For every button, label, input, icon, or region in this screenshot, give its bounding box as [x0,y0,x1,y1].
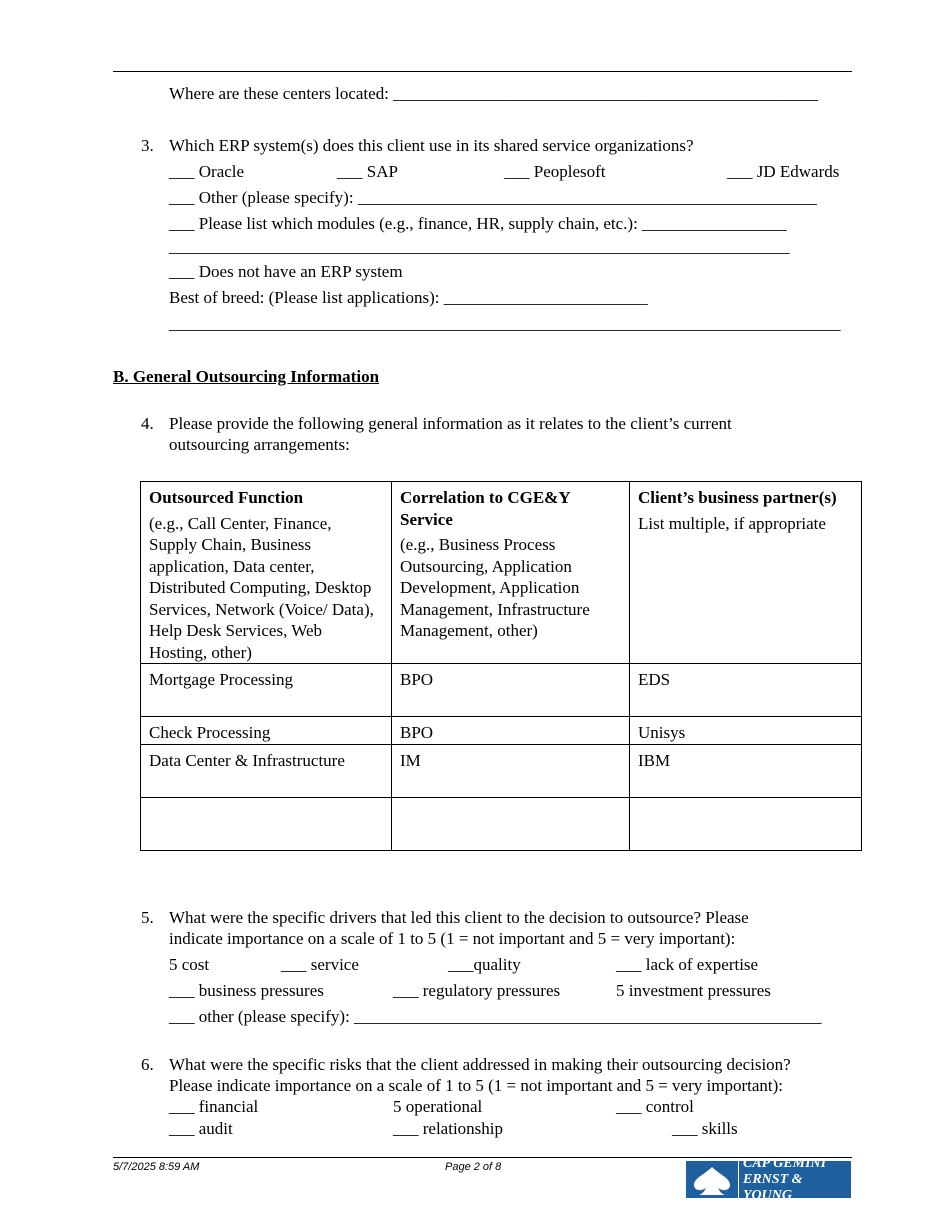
footer-rule [113,1157,852,1158]
driver-quality[interactable]: ___quality [448,955,521,974]
driver-regulatory-pressures[interactable]: ___ regulatory pressures [393,981,561,1000]
erp-option-oracle[interactable]: ___ Oracle [169,162,245,181]
question-6-text-line1: What were the specific risks that the client addressed in making their outsourcing decision? [169,1055,791,1074]
driver-cost[interactable]: 5 cost [169,955,210,974]
centers-location-line: Where are these centers located: __________________________________________________ [169,84,819,103]
table-header-cell [141,482,392,664]
spade-icon [686,1161,738,1198]
question-5-text-line2: indicate importance on a scale of 1 to 5 (1 = not important and 5 = very important): [169,929,736,948]
header-sub-correlation: (e.g., Business Process Outsourcing, Application Development, Application Management, Infrastructure Management, other) [400,535,590,640]
risk-control[interactable]: ___ control [616,1097,694,1116]
table-row [141,744,862,797]
table-cell[interactable]: BPO [392,717,630,745]
erp-modules-field[interactable]: ___ Please list which modules (e.g., finance, HR, supply chain, etc.): _________________ [169,214,787,233]
table-cell[interactable]: Unisys [630,717,862,745]
table-cell[interactable]: EDS [630,664,862,717]
table-cell[interactable]: Check Processing [141,717,392,745]
driver-service[interactable]: ___ service [281,955,359,974]
table-cell[interactable]: BPO [392,664,630,717]
driver-other-field[interactable]: ___ other (please specify): _______________________________________________________ [169,1007,822,1026]
best-of-breed-field[interactable]: Best of breed: (Please list applications): ________________________ [169,288,648,307]
risk-audit[interactable]: ___ audit [169,1119,233,1138]
table-header-cell [630,482,862,664]
question-6-text-line2: Please indicate importance on a scale of 1 to 5 (1 = not important and 5 = very important): [169,1076,784,1095]
cap-gemini-ernst-young-logo [686,1155,851,1203]
footer-date: 5/7/2025 8:59 AM [113,1161,200,1173]
question-3-text: Which ERP system(s) does this client use in its shared service organizations? [169,136,694,155]
table-row [141,664,862,717]
header-title-business-partner: Client’s business partner(s) [638,488,837,507]
header-sub-outsourced-function: (e.g., Call Center, Finance, Supply Chain, Business application, Data center, Distributed Computing, Desktop Services, Network (Voice/ Data), Help Desk Services, Web Hosting, other) [149,513,374,662]
question-3-number: 3. [141,136,154,155]
question-6-number: 6. [141,1055,154,1074]
risk-skills[interactable]: ___ skills [672,1119,738,1138]
table-header-row [141,482,862,664]
table-row [141,797,862,850]
header-sub-business-partner: List multiple, if appropriate [638,513,826,533]
header-title-outsourced-function: Outsourced Function [149,488,304,507]
erp-none-option[interactable]: ___ Does not have an ERP system [169,262,403,281]
question-4-number: 4. [141,414,154,433]
question-5-number: 5. [141,908,154,927]
table-cell[interactable]: IM [392,744,630,797]
table-cell[interactable] [630,797,862,850]
table-cell[interactable] [141,797,392,850]
driver-business-pressures[interactable]: ___ business pressures [169,981,324,1000]
best-of-breed-continuation[interactable]: _______________________________________________________________________________ [169,314,841,333]
erp-other-field[interactable]: ___ Other (please specify): ______________________________________________________ [169,188,817,207]
logo-line-2: ERNST & YOUNG [743,1171,803,1203]
erp-option-peoplesoft[interactable]: ___ Peoplesoft [504,162,606,181]
table-cell[interactable] [392,797,630,850]
header-rule [113,71,852,72]
question-4-text-line2: outsourcing arrangements: [169,435,350,454]
driver-lack-of-expertise[interactable]: ___ lack of expertise [616,955,759,974]
erp-option-sap[interactable]: ___ SAP [337,162,398,181]
header-title-correlation: Correlation to CGE&Y Service [400,488,570,529]
erp-option-jdedwards[interactable]: ___ JD Edwards [727,162,840,181]
table-cell[interactable]: IBM [630,744,862,797]
erp-modules-continuation[interactable]: _________________________________________________________________________ [169,237,790,256]
question-5-text-line1: What were the specific drivers that led this client to the decision to outsource? Please [169,908,749,927]
table-row [141,717,862,745]
table-header-cell [392,482,630,664]
outsourcing-table [140,481,862,851]
logo-wordmark [738,1155,851,1203]
driver-investment-pressures[interactable]: 5 investment pressures [616,981,771,1000]
risk-relationship[interactable]: ___ relationship [393,1119,504,1138]
question-4-text-line1: Please provide the following general information as it relates to the client’s current [169,414,732,433]
risk-operational[interactable]: 5 operational [393,1097,483,1116]
section-b-heading: B. General Outsourcing Information [113,367,380,386]
table-cell[interactable]: Data Center & Infrastructure [141,744,392,797]
footer-page-number: Page 2 of 8 [445,1161,502,1173]
risk-financial[interactable]: ___ financial [169,1097,259,1116]
logo-line-1: CAP GEMINI [743,1155,827,1171]
table-cell[interactable]: Mortgage Processing [141,664,392,717]
